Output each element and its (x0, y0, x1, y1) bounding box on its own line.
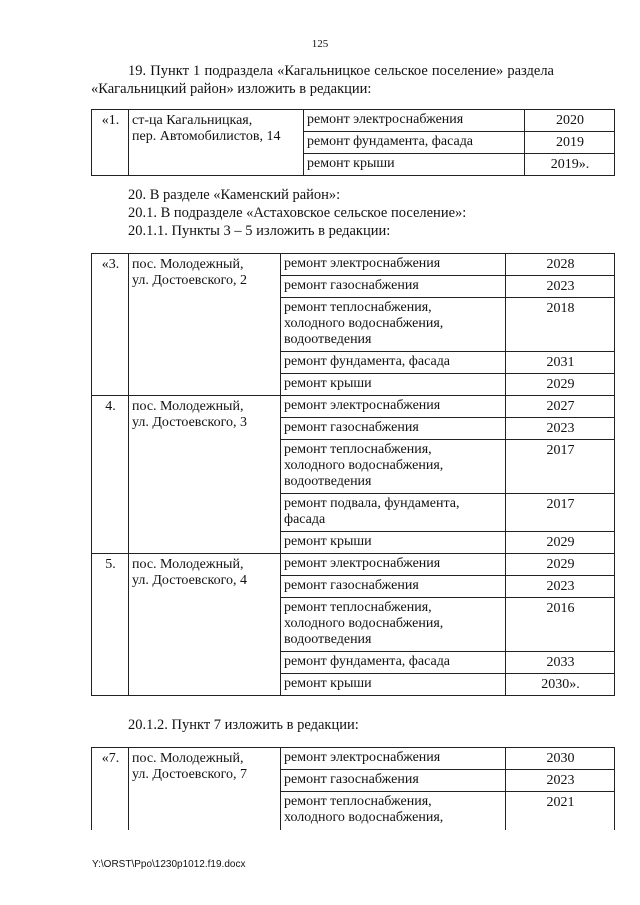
table-row (92, 748, 615, 770)
work-cell (281, 532, 506, 554)
paragraph-20-1-1: 20.1.1. Пункты 3 – 5 изложить в редакции: (128, 223, 391, 239)
work-line: ремонт газоснабжения (284, 420, 419, 435)
work-line: ремонт электроснабжения (284, 556, 441, 571)
address-line: ул. Достоевского, 3 (132, 415, 248, 430)
table-item-7 (91, 747, 615, 830)
work-line: ремонт теплоснабжения, (284, 442, 432, 457)
work-cell (281, 374, 506, 396)
address-line: пос. Молодежный, (132, 399, 244, 414)
work-cell (281, 748, 506, 770)
work-line: водоотведения (284, 632, 372, 647)
year-cell: 2017 (506, 440, 615, 494)
year-cell: 2023 (506, 576, 615, 598)
work-line: ремонт электроснабжения (284, 398, 441, 413)
work-cell (281, 440, 506, 494)
table-row (92, 554, 615, 576)
work-cell (281, 792, 506, 830)
paragraph-19-line2: «Кагальницкий район» изложить в редакции: (91, 81, 372, 97)
work-cell (281, 770, 506, 792)
work-line: ремонт электроснабжения (284, 750, 441, 765)
year-cell: 2027 (506, 396, 615, 418)
work-cell: ремонт крыши (304, 154, 525, 176)
work-cell (281, 276, 506, 298)
work-cell (281, 396, 506, 418)
page-number: 125 (311, 38, 329, 50)
footer-file-path: Y:\ORST\Ppo\1230p1012.f19.docx (92, 859, 246, 870)
work-line: холодного водоснабжения, (284, 616, 444, 631)
work-cell (281, 674, 506, 696)
year-cell: 2031 (506, 352, 615, 374)
item-number: 4. (92, 396, 129, 554)
work-cell (281, 576, 506, 598)
address-line: ул. Достоевского, 7 (132, 767, 248, 782)
work-line: холодного водоснабжения, (284, 810, 444, 825)
work-line: холодного водоснабжения, (284, 458, 444, 473)
paragraph-20-1-2: 20.1.2. Пункт 7 изложить в редакции: (128, 717, 359, 733)
item-number: 5. (92, 554, 129, 696)
work-line: ремонт фундамента, фасада (284, 654, 451, 669)
work-line: ремонт крыши (284, 534, 372, 549)
year-cell: 2030». (506, 674, 615, 696)
address-line: пос. Молодежный, (132, 257, 244, 272)
year-cell: 2023 (506, 276, 615, 298)
work-cell (281, 494, 506, 532)
work-cell (281, 298, 506, 352)
work-cell (281, 652, 506, 674)
address-line: пос. Молодежный, (132, 557, 244, 572)
work-line: водоотведения (284, 474, 372, 489)
address-line: ул. Достоевского, 2 (132, 273, 248, 288)
year-cell: 2016 (506, 598, 615, 652)
year-cell: 2029 (506, 554, 615, 576)
year-cell: 2023 (506, 770, 615, 792)
year-cell: 2020 (525, 110, 615, 132)
year-cell: 2023 (506, 418, 615, 440)
work-line: фасада (284, 512, 326, 527)
work-cell (281, 418, 506, 440)
year-cell: 2019 (525, 132, 615, 154)
work-cell: ремонт электроснабжения (304, 110, 525, 132)
table-row (92, 254, 615, 276)
paragraph-19-line1: 19. Пункт 1 подраздела «Кагальницкое сельское поселение» раздела (128, 63, 554, 79)
work-cell: ремонт фундамента, фасада (304, 132, 525, 154)
year-cell: 2028 (506, 254, 615, 276)
year-cell: 2017 (506, 494, 615, 532)
year-cell: 2029 (506, 374, 615, 396)
work-cell (281, 254, 506, 276)
table-row (92, 396, 615, 418)
item-number: «3. (92, 254, 129, 396)
item-number: «7. (92, 748, 129, 830)
year-cell: 2021 (506, 792, 615, 830)
year-cell: 2018 (506, 298, 615, 352)
table-kagalnitsky (91, 109, 615, 176)
paragraph-20: 20. В разделе «Каменский район»: (128, 187, 341, 203)
address-cell (129, 748, 281, 830)
work-line: ремонт теплоснабжения, (284, 300, 432, 315)
work-line: ремонт фундамента, фасада (284, 354, 451, 369)
work-line: ремонт газоснабжения (284, 772, 419, 787)
work-line: ремонт теплоснабжения, (284, 794, 432, 809)
address-line: пос. Молодежный, (132, 751, 244, 766)
work-cell (281, 598, 506, 652)
work-line: ремонт подвала, фундамента, (284, 496, 460, 511)
work-line: ремонт газоснабжения (284, 278, 419, 293)
work-line: ремонт крыши (284, 376, 372, 391)
address-line: ст-ца Кагальницкая, (132, 113, 253, 128)
year-cell: 2029 (506, 532, 615, 554)
paragraph-20-1: 20.1. В подразделе «Астаховское сельское поселение»: (128, 205, 467, 221)
address-line: пер. Автомобилистов, 14 (132, 129, 281, 144)
work-line: ремонт газоснабжения (284, 578, 419, 593)
table-astakhovskoe (91, 253, 615, 696)
address-cell (129, 110, 304, 176)
work-line: водоотведения (284, 332, 372, 347)
year-cell: 2033 (506, 652, 615, 674)
work-cell (281, 554, 506, 576)
address-line: ул. Достоевского, 4 (132, 573, 248, 588)
item-number: «1. (92, 110, 129, 176)
year-cell: 2019». (525, 154, 615, 176)
work-line: ремонт крыши (284, 676, 372, 691)
address-cell (129, 254, 281, 396)
address-cell (129, 554, 281, 696)
work-cell (281, 352, 506, 374)
address-cell (129, 396, 281, 554)
work-line: ремонт электроснабжения (284, 256, 441, 271)
work-line: холодного водоснабжения, (284, 316, 444, 331)
work-line: ремонт теплоснабжения, (284, 600, 432, 615)
year-cell: 2030 (506, 748, 615, 770)
